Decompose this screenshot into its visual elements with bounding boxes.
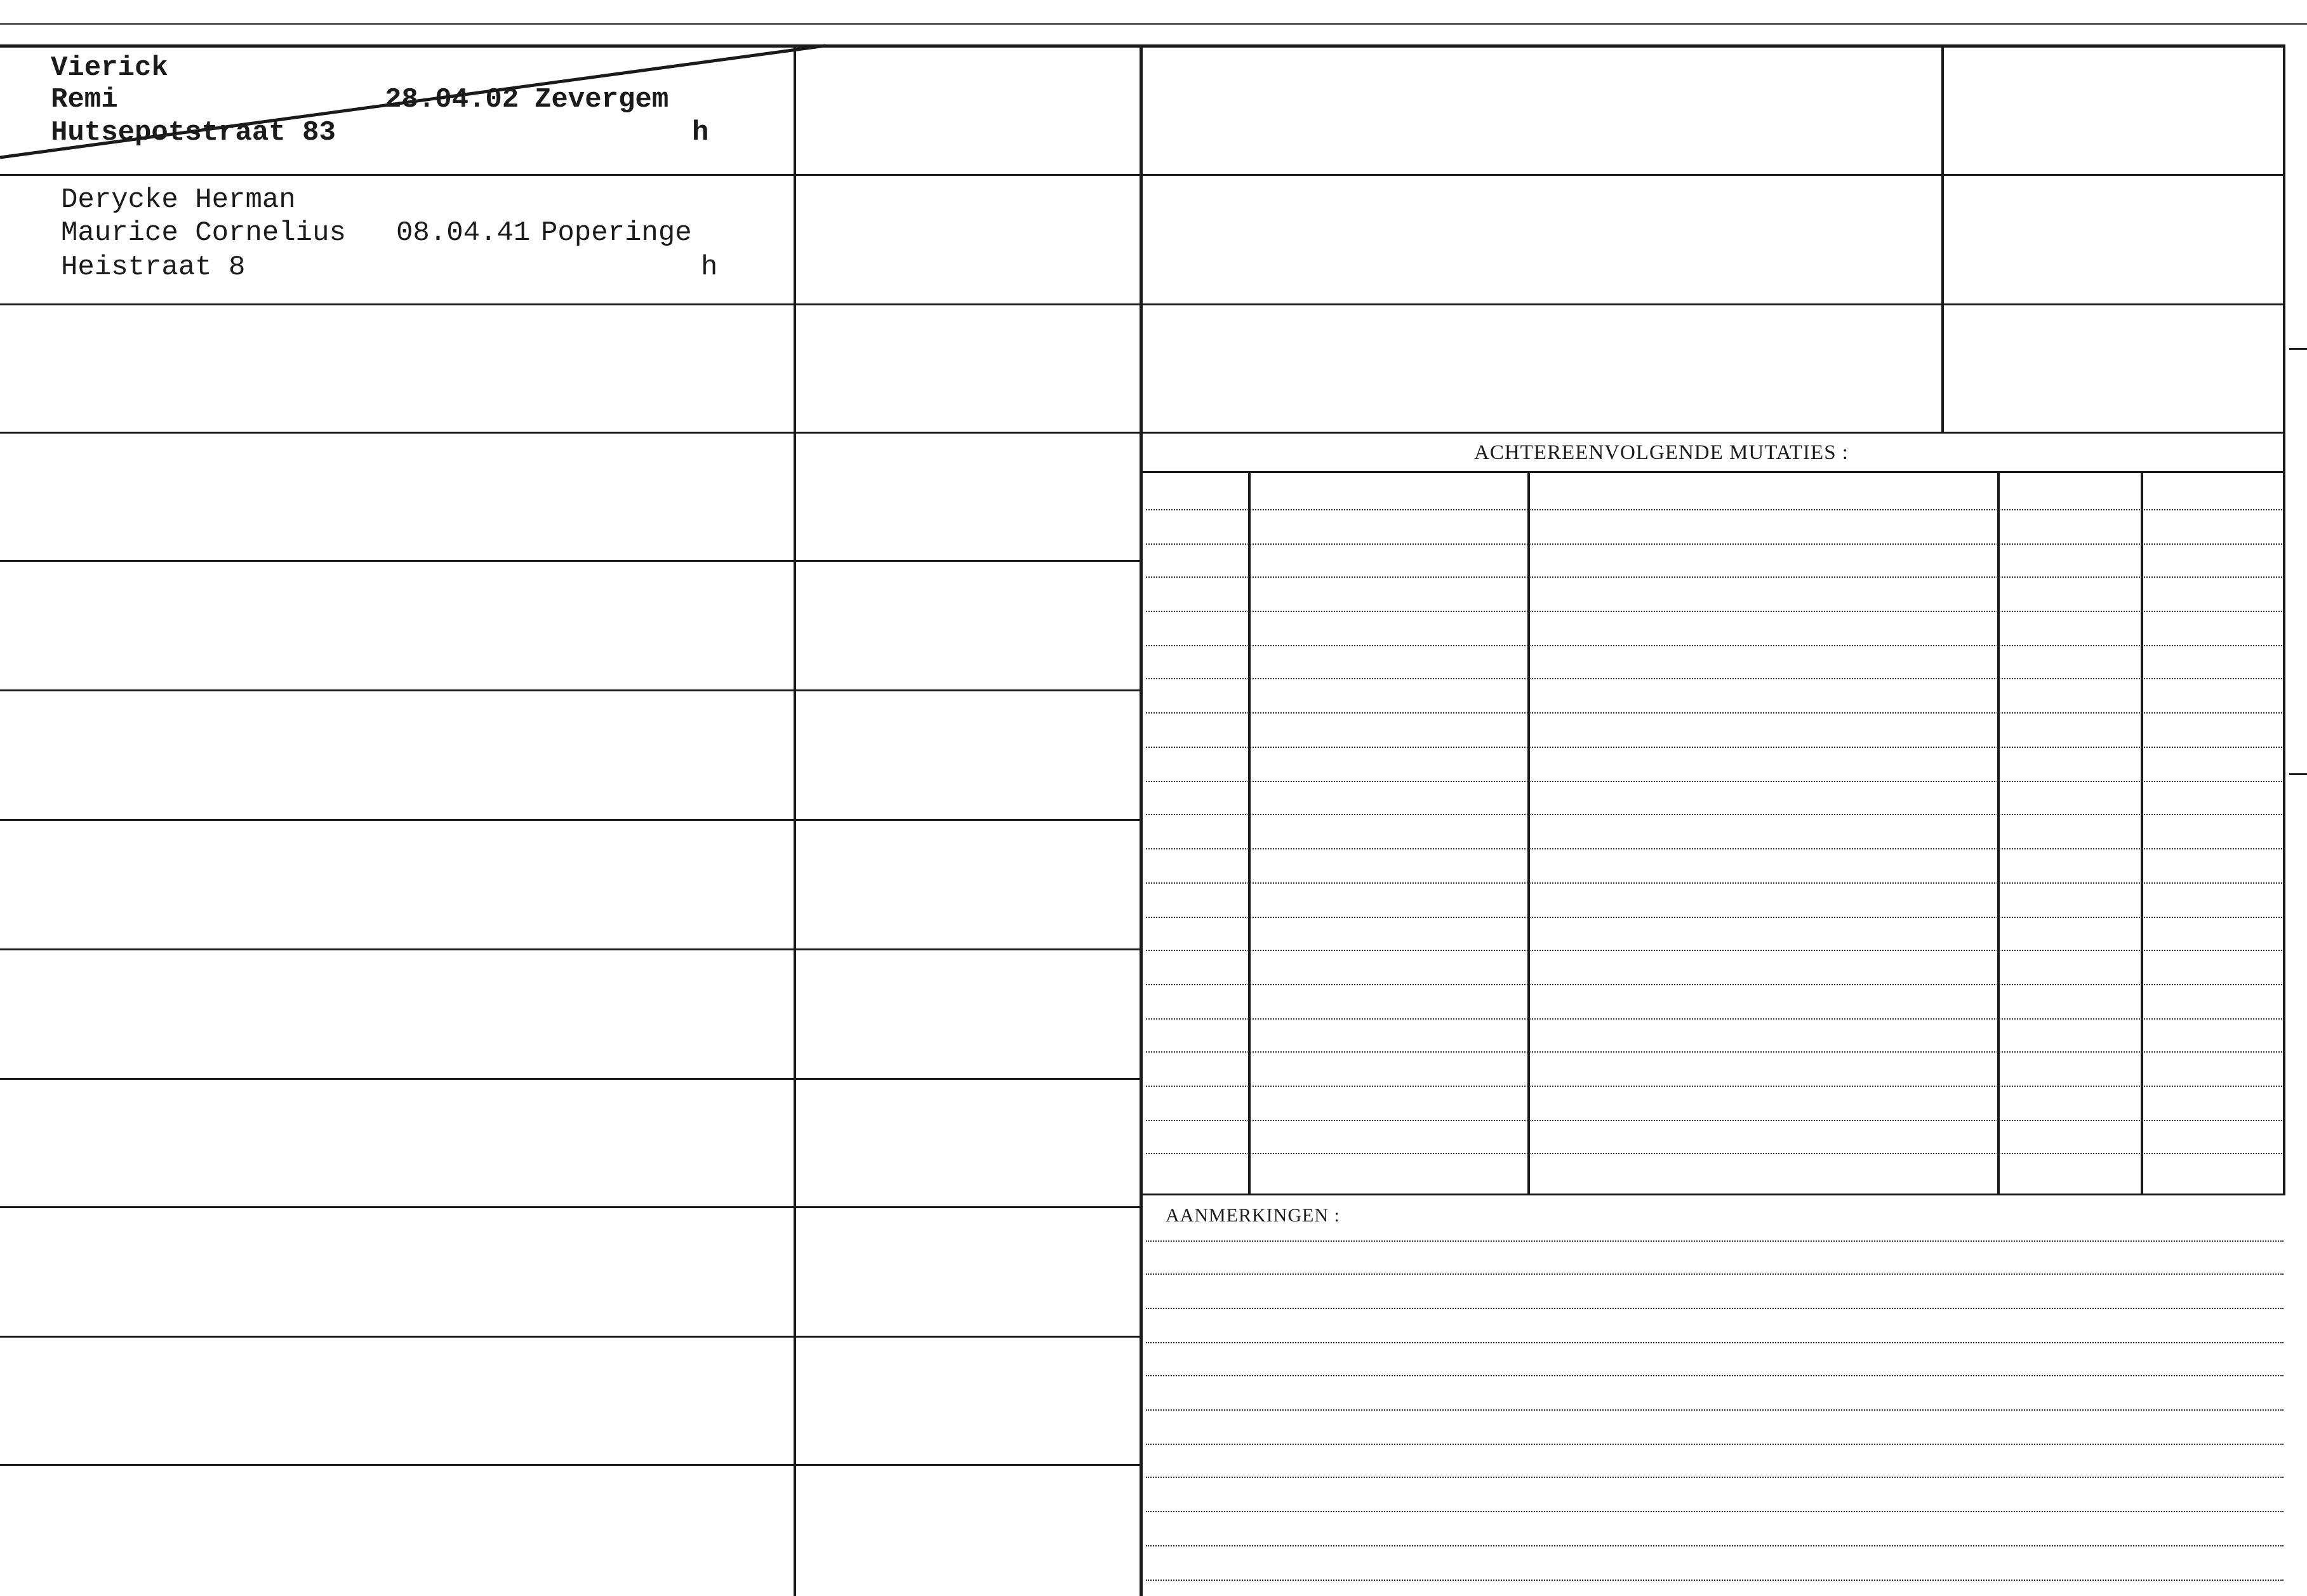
right-row-line-1 bbox=[1140, 174, 2285, 176]
mutations-header-rule bbox=[1143, 471, 2285, 473]
record-1-birth-place: Zevergem bbox=[535, 84, 669, 116]
row-line-11 bbox=[0, 1464, 1140, 1466]
column-divider-2 bbox=[1140, 47, 1143, 1596]
record-2-mark: h bbox=[701, 251, 718, 283]
row-line-3 bbox=[0, 432, 1140, 434]
record-2-address: Heistraat 8 bbox=[61, 251, 246, 283]
row-line-5 bbox=[0, 689, 1140, 691]
row-line-7 bbox=[0, 948, 1140, 950]
record-1-surname: Vierick bbox=[51, 52, 168, 84]
right-row-line-3 bbox=[1140, 432, 2285, 434]
record-1-firstnames: Remi bbox=[51, 84, 118, 116]
row-line-8 bbox=[0, 1078, 1140, 1080]
record-1-mark: h bbox=[692, 117, 709, 149]
margin-tick-1 bbox=[2289, 348, 2307, 350]
column-divider-1 bbox=[794, 47, 796, 1596]
row-line-6 bbox=[0, 819, 1140, 821]
margin-tick-2 bbox=[2289, 773, 2307, 775]
remarks-header: AANMERKINGEN : bbox=[1166, 1205, 1340, 1226]
record-2-surname: Derycke Herman bbox=[61, 184, 296, 216]
right-row-line-2 bbox=[1140, 303, 2285, 305]
row-line-1 bbox=[0, 174, 1140, 176]
record-1-birth-date: 28.04.02 bbox=[385, 84, 519, 116]
right-edge-line bbox=[2283, 47, 2285, 1195]
record-2-birth-date: 08.04.41 bbox=[396, 217, 531, 249]
record-2-birth-place: Poperinge bbox=[541, 217, 692, 249]
row-line-10 bbox=[0, 1336, 1140, 1338]
record-2-firstnames: Maurice Cornelius bbox=[61, 217, 346, 249]
row-line-2 bbox=[0, 303, 1140, 305]
mutations-header: ACHTEREENVOLGENDE MUTATIES : bbox=[1474, 441, 1849, 464]
mutations-bottom-rule bbox=[1143, 1194, 2285, 1195]
row-line-9 bbox=[0, 1206, 1140, 1208]
record-1-address: Hutsepotstraat 83 bbox=[51, 117, 336, 149]
column-divider-3 bbox=[1941, 47, 1944, 433]
row-line-4 bbox=[0, 560, 1140, 562]
top-edge-line bbox=[0, 23, 2307, 25]
